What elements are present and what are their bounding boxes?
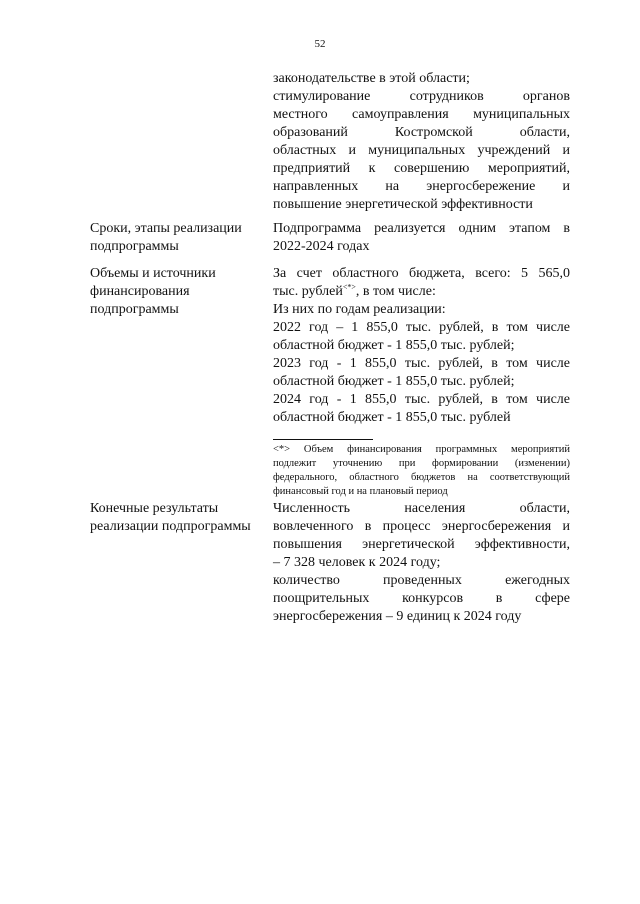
results-content (273, 500, 570, 626)
timing-label (90, 220, 270, 256)
timing-label-line: подпрограммы (90, 239, 179, 254)
continuation-line: предприятий к совершению мероприятий, (273, 161, 570, 176)
footnote-line: <*> Объем финансирования программных мероприятий (273, 444, 570, 455)
funding-unit-tail: , в том числе: (355, 284, 436, 299)
continuation-line: стимулирование сотрудников органов (273, 89, 570, 104)
funding-label-line: финансирования (90, 284, 190, 299)
continuation-line: образований Костромской области, (273, 125, 570, 140)
funding-line: 2023 год - 1 855,0 тыс. рублей, в том числе (273, 356, 570, 371)
results-label-line: Конечные результаты (90, 501, 219, 516)
results-line: – 7 328 человек к 2024 году; (273, 555, 441, 570)
footnote (273, 443, 570, 499)
funding-label-line: Объемы и источники (90, 266, 216, 281)
timing-content-line: Подпрограмма реализуется одним этапом в (273, 221, 570, 236)
timing-content (273, 220, 570, 256)
timing-label-line: Сроки, этапы реализации (90, 221, 242, 236)
footnote-separator (273, 439, 373, 440)
funding-total-unit-line (273, 283, 570, 301)
funding-total-line: За счет областного бюджета, всего: 5 565,0 (273, 266, 570, 281)
footnote-line: финансовый год и на плановый период (273, 486, 448, 497)
funding-line: областной бюджет - 1 855,0 тыс. рублей; (273, 338, 515, 353)
footnote-line: подлежит уточнению при формировании (изменении) (273, 458, 570, 469)
continuation-line: повышение энергетической эффективности (273, 197, 533, 212)
funding-line: областной бюджет - 1 855,0 тыс. рублей; (273, 374, 515, 389)
results-line: количество проведенных ежегодных (273, 573, 570, 588)
footnote-line: федерального, областного бюджетов на соответствующий (273, 472, 570, 483)
timing-content-line: 2022-2024 годах (273, 239, 370, 254)
results-line: вовлеченного в процесс энергосбережения и (273, 519, 570, 534)
funding-unit: тыс. рублей (273, 284, 343, 299)
funding-line: 2024 год - 1 855,0 тыс. рублей, в том числе (273, 392, 570, 407)
funding-label (90, 265, 270, 319)
page-number: 52 (314, 38, 326, 50)
results-line: поощрительных конкурсов в сфере (273, 591, 570, 606)
results-line: энергосбережения – 9 единиц к 2024 году (273, 609, 522, 624)
funding-line: Из них по годам реализации: (273, 302, 446, 317)
funding-content (273, 265, 570, 499)
results-label-line: реализации подпрограммы (90, 519, 251, 534)
funding-label-line: подпрограммы (90, 302, 179, 317)
continuation-line: законодательстве в этой области; (273, 71, 470, 86)
results-label (90, 500, 270, 536)
continuation-text (273, 70, 570, 214)
results-line: повышения энергетической эффективности, (273, 537, 570, 552)
footnote-marker: <*> (342, 282, 356, 292)
continuation-line: направленных на энергосбережение и (273, 179, 570, 194)
continuation-line: областных и муниципальных учреждений и (273, 143, 570, 158)
funding-line: 2022 год – 1 855,0 тыс. рублей, в том числе (273, 320, 570, 335)
results-line: Численность населения области, (273, 501, 570, 516)
funding-line: областной бюджет - 1 855,0 тыс. рублей (273, 410, 511, 425)
continuation-line: местного самоуправления муниципальных (273, 107, 570, 122)
